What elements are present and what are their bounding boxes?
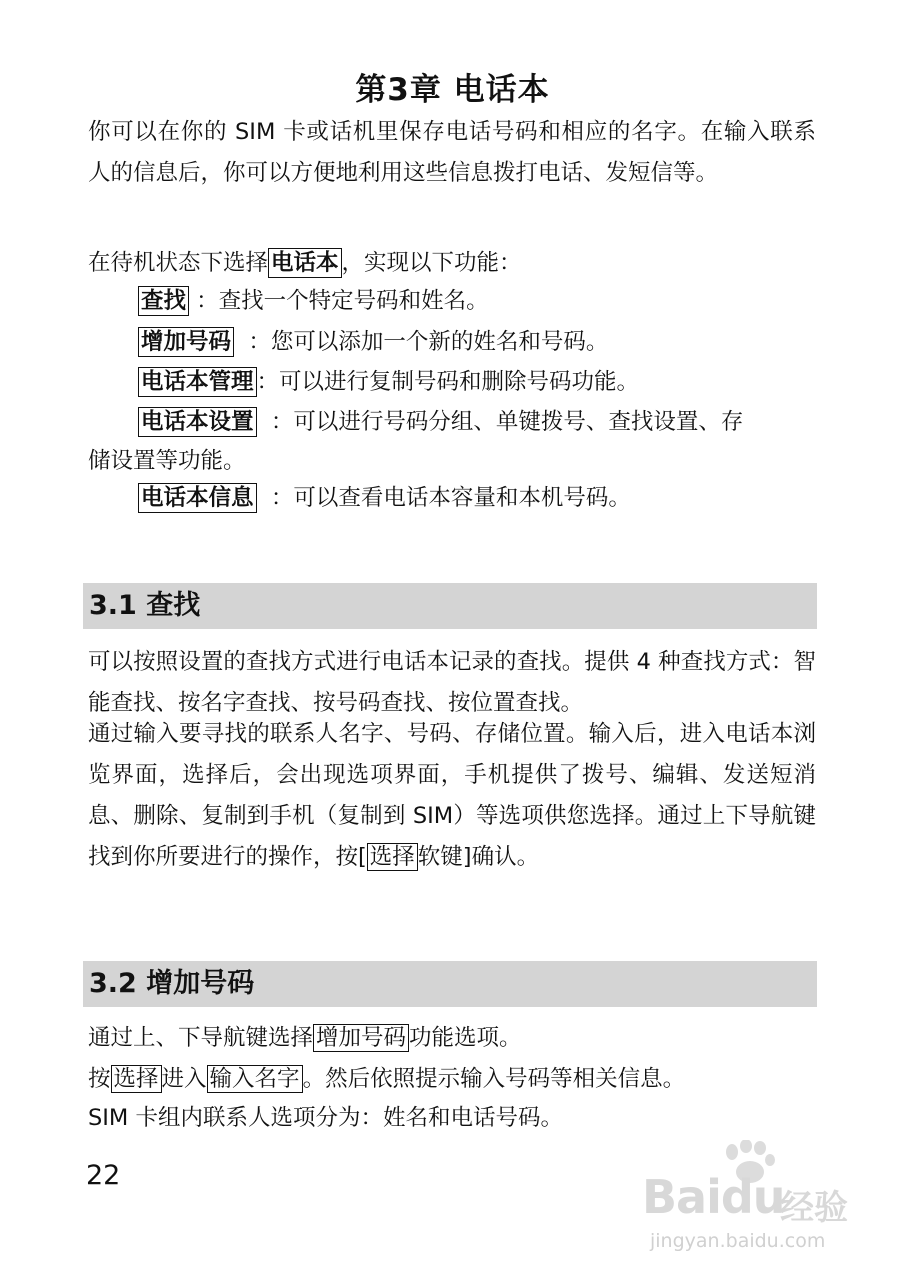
- section1-paragraph2: 通过输入要寻找的联系人名字、号码、存储位置。输入后，进入电话本浏览界面，选择后，会出现选项界面，手机提供了拨号、编辑、发送短消息、删除、复制到手机（复制到 SIM）等选项供您选择。通过上下导航键找到你所要进行的操作，按[ 选择 软键]确认。: [88, 721, 816, 870]
- function-item: 电话本设置 ：可以进行号码分组、单键拨号、查找设置、存: [138, 407, 743, 437]
- key-phonebook-info: 电话本信息: [138, 483, 257, 513]
- watermark-url: jingyan.baidu.com: [650, 1230, 826, 1252]
- function-item: 增加号码 ：您可以添加一个新的姓名和号码。: [138, 327, 608, 357]
- intro-paragraph: 你可以在你的 SIM 卡或话机里保存电话号码和相应的名字。在输入联系人的信息后，你可以方便地利用这些信息拨打电话、发短信等。: [88, 119, 816, 186]
- function-item: 电话本信息 ：可以查看电话本容量和本机号码。: [138, 483, 631, 513]
- key-phonebook-settings: 电话本设置: [138, 407, 257, 437]
- section-heading-3-1: 3.1 查找: [83, 583, 817, 629]
- key-phonebook: 电话本: [268, 248, 342, 278]
- function-item-continuation: 储设置等功能。: [88, 448, 246, 474]
- function-item: 查找 ：查找一个特定号码和姓名。: [138, 286, 489, 316]
- menu-intro: 在待机状态下选择 电话本 ，实现以下功能：: [88, 250, 522, 276]
- watermark-cn: 经验: [780, 1188, 848, 1228]
- baidu-watermark: [640, 1140, 880, 1250]
- section2-line1: 通过上、下导航键选择 增加号码 功能选项。: [88, 1025, 522, 1051]
- key-add-number: 增加号码: [138, 327, 234, 357]
- section2-line3: SIM 卡组内联系人选项分为：姓名和电话号码。: [88, 1105, 563, 1131]
- section-heading-3-2: 3.2 增加号码: [83, 961, 817, 1007]
- key-select-inline: 选择: [111, 1065, 162, 1093]
- section2-line2: 按 选择 进入 输入名字 。然后依照提示输入号码等相关信息。: [88, 1066, 686, 1092]
- key-phonebook-manage: 电话本管理: [138, 367, 257, 397]
- watermark-logo: Baidu: [642, 1170, 785, 1224]
- key-select: 选择: [367, 843, 418, 871]
- page-number: 22: [86, 1160, 121, 1191]
- key-search: 查找: [138, 286, 189, 316]
- section1-paragraph1: 可以按照设置的查找方式进行电话本记录的查找。提供 4 种查找方式：智能查找、按名字查找、按号码查找、按位置查找。: [88, 649, 816, 716]
- chapter-title: 第3章 电话本: [355, 72, 550, 108]
- key-input-name: 输入名字: [207, 1065, 303, 1093]
- function-item: 电话本管理 ：可以进行复制号码和删除号码功能。: [138, 367, 639, 397]
- key-add-number-inline: 增加号码: [313, 1024, 409, 1052]
